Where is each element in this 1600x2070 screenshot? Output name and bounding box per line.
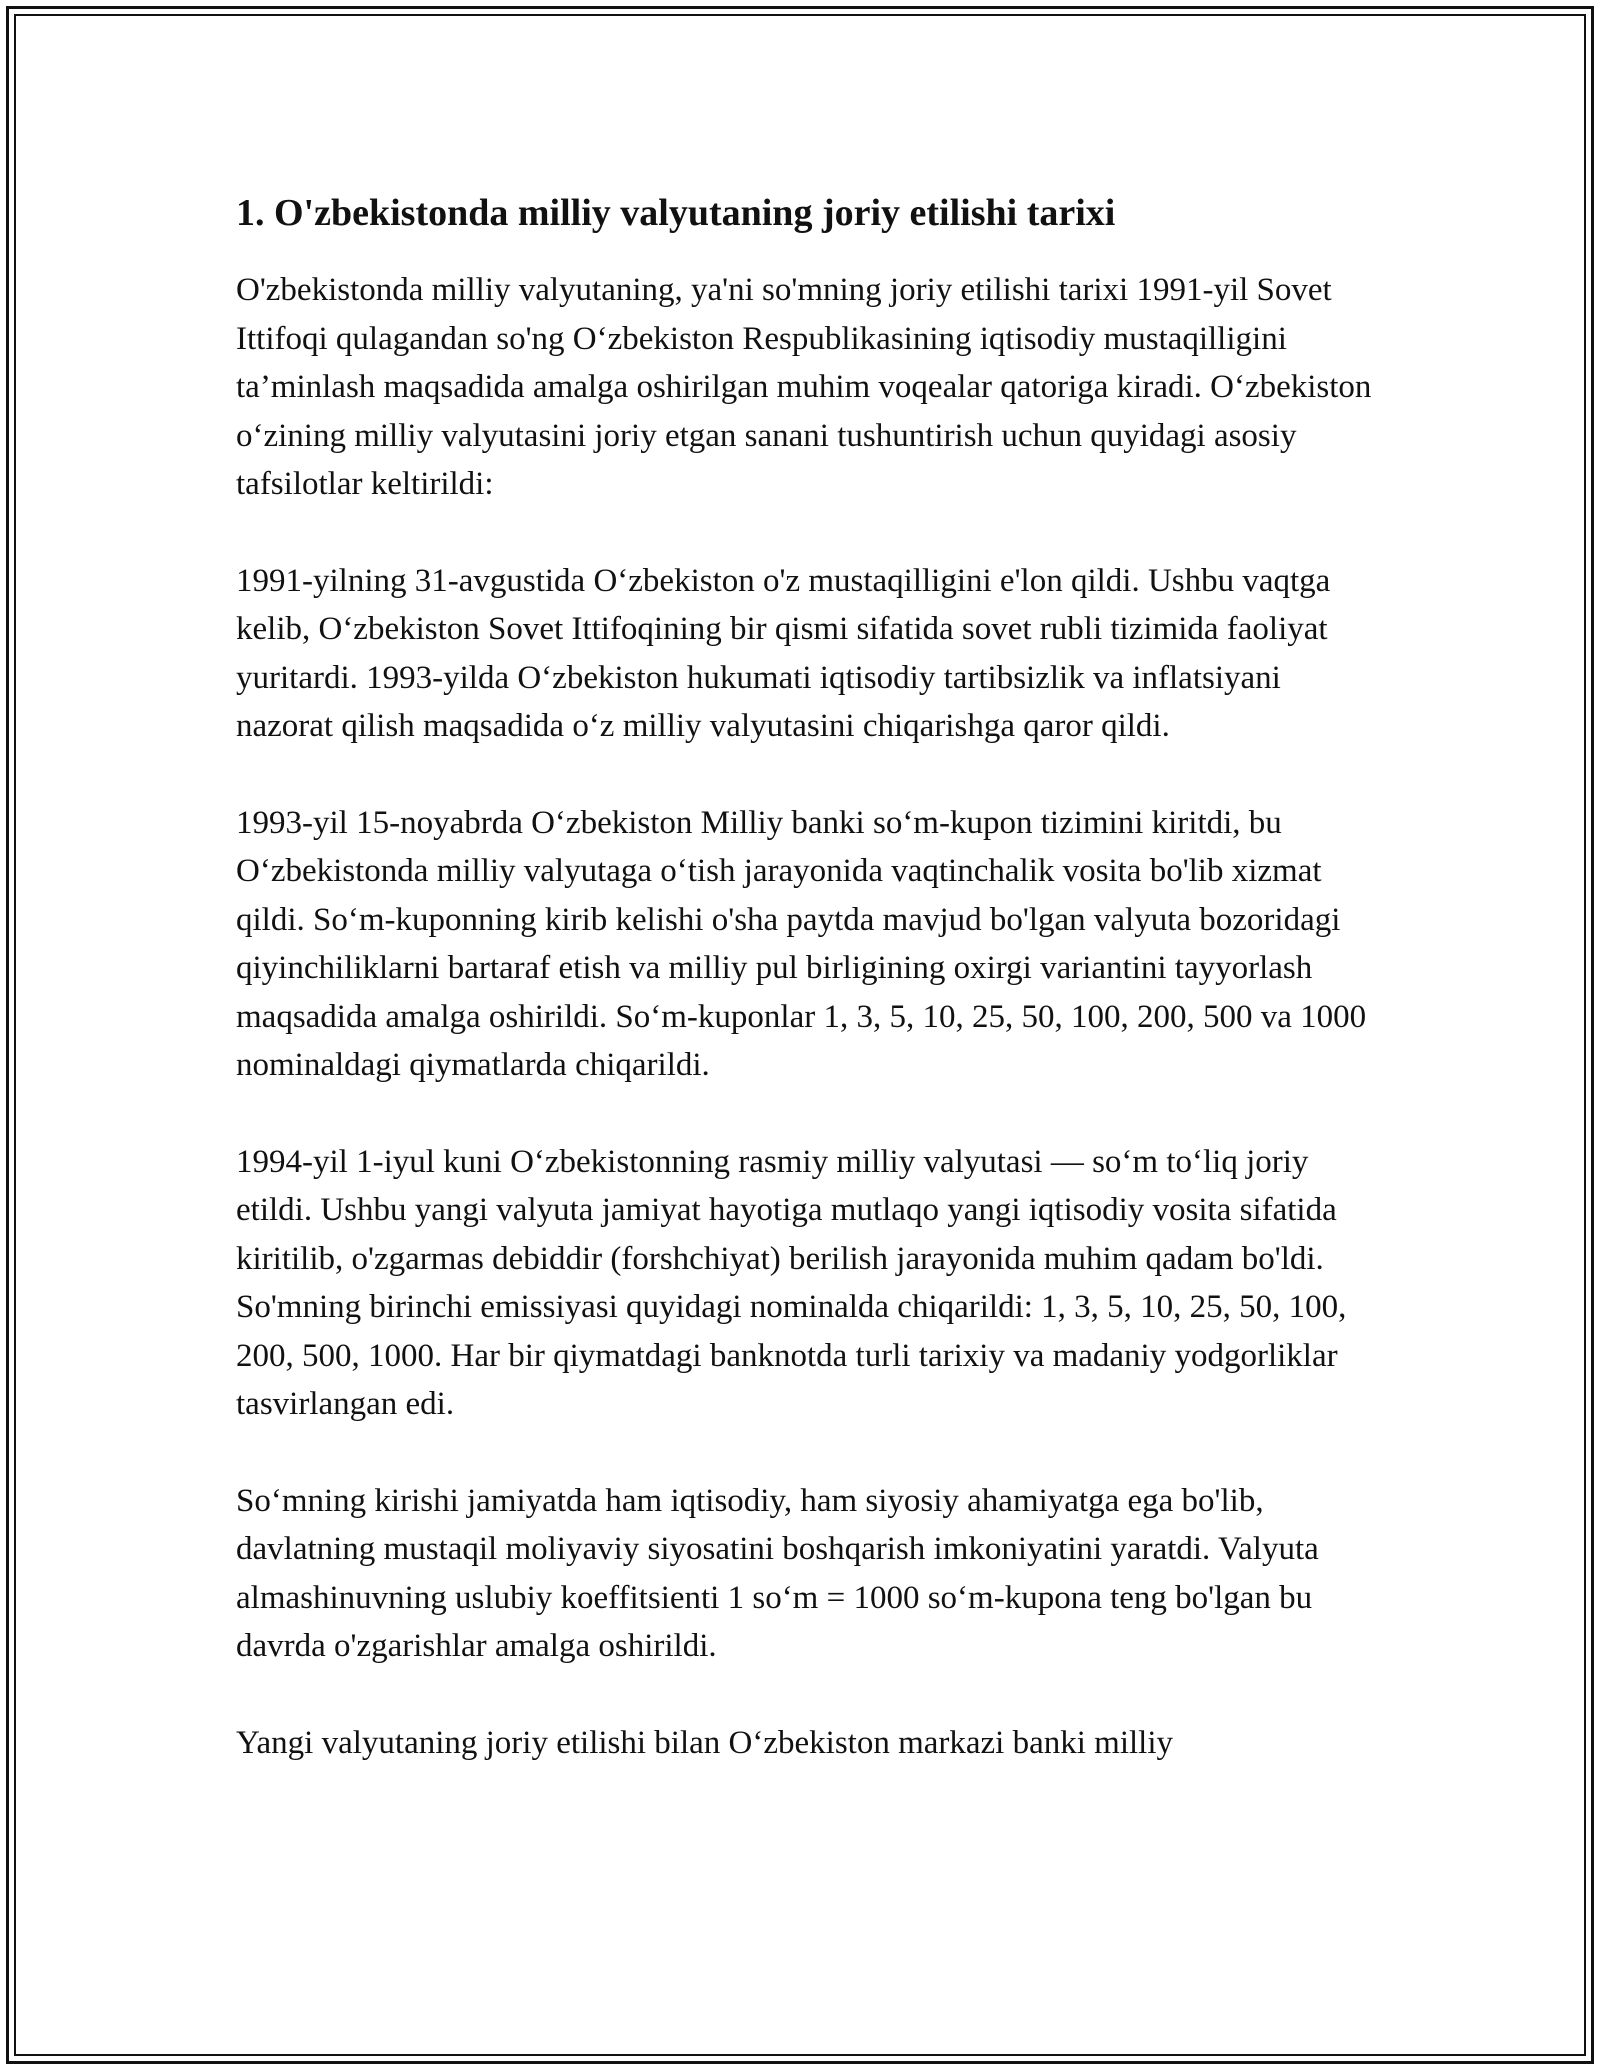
paragraph-significance: So‘mning kirishi jamiyatda ham iqtisodiy, ham siyosiy ahamiyatga ega bo'lib, davlatning mustaqil moliyaviy siyosatini boshqarish imkoniyatini yaratdi. Valyuta almashinuvning uslubiy koeffitsienti 1 so‘m = 1000 so‘m-kupona teng bo'lgan bu davrda o'zgarishlar amalga oshirildi.	[236, 1482, 1319, 1664]
paragraph-independence: 1991-yilning 31-avgustida O‘zbekiston o'z mustaqilligini e'lon qildi. Ushbu vaqtga kelib, O‘zbekiston Sovet Ittifoqining bir qismi sifatida sovet rubli tizimida faoliyat yuritardi. 1993-yilda O‘zbekiston hukumati iqtisodiy tartibsizlik va inflatsiyani nazorat qilish maqsadida o‘z milliy valyutasini chiqarishga qaror qildi.	[236, 562, 1331, 744]
paragraph-som-introduction: 1994-yil 1-iyul kuni O‘zbekistonning rasmiy milliy valyutasi — so‘m to‘liq joriy etildi. Ushbu yangi valyuta jamiyat hayotiga mutlaqo yangi iqtisodiy vosita sifatida kiritilib, o'zgarmas debiddir (forshchiyat) berilish jarayonida muhim qadam bo'ldi. So'mning birinchi emissiyasi quyidagi nominalda chiqarildi: 1, 3, 5, 10, 25, 50, 100, 200, 500, 1000. Har bir qiymatdagi banknotda turli tarixiy va madaniy yodgorliklar tasvirlangan edi.	[236, 1143, 1347, 1422]
paragraph-central-bank: Yangi valyutaning joriy etilishi bilan O‘zbekiston markazi banki milliy	[236, 1724, 1174, 1761]
section-heading: 1. O'zbekistonda milliy valyutaning joriy etilishi tarixi	[236, 192, 1116, 234]
paragraph-intro: O'zbekistonda milliy valyutaning, ya'ni so'mning joriy etilishi tarixi 1991-yil Sovet Ittifoqi qulagandan so'ng O‘zbekiston Respublikasining iqtisodiy mustaqilligini ta’minlash maqsadida amalga oshirilgan muhim voqealar qatoriga kiradi. O‘zbekiston o‘zining milliy valyutasini joriy etgan sanani tushuntirish uchun quyidagi asosiy tafsilotlar keltirildi:	[236, 272, 1372, 502]
paragraph-som-kupon: 1993-yil 15-noyabrda O‘zbekiston Milliy banki so‘m-kupon tizimini kiritdi, bu O‘zbekistonda milliy valyutaga o‘tish jarayonida vaqtinchalik vosita bo'lib xizmat qildi. So‘m-kuponning kirib kelishi o'sha paytda mavjud bo'lgan valyuta bozoridagi qiyinchiliklarni bartaraf etish va milliy pul birligining oxirgi variantini tayyorlash maqsadida amalga oshirildi. So‘m-kuponlar 1, 3, 5, 10, 25, 50, 100, 200, 500 va 1000 nominaldagi qiymatlarda chiqarildi.	[236, 804, 1367, 1083]
document-page	[236, 186, 1376, 1815]
